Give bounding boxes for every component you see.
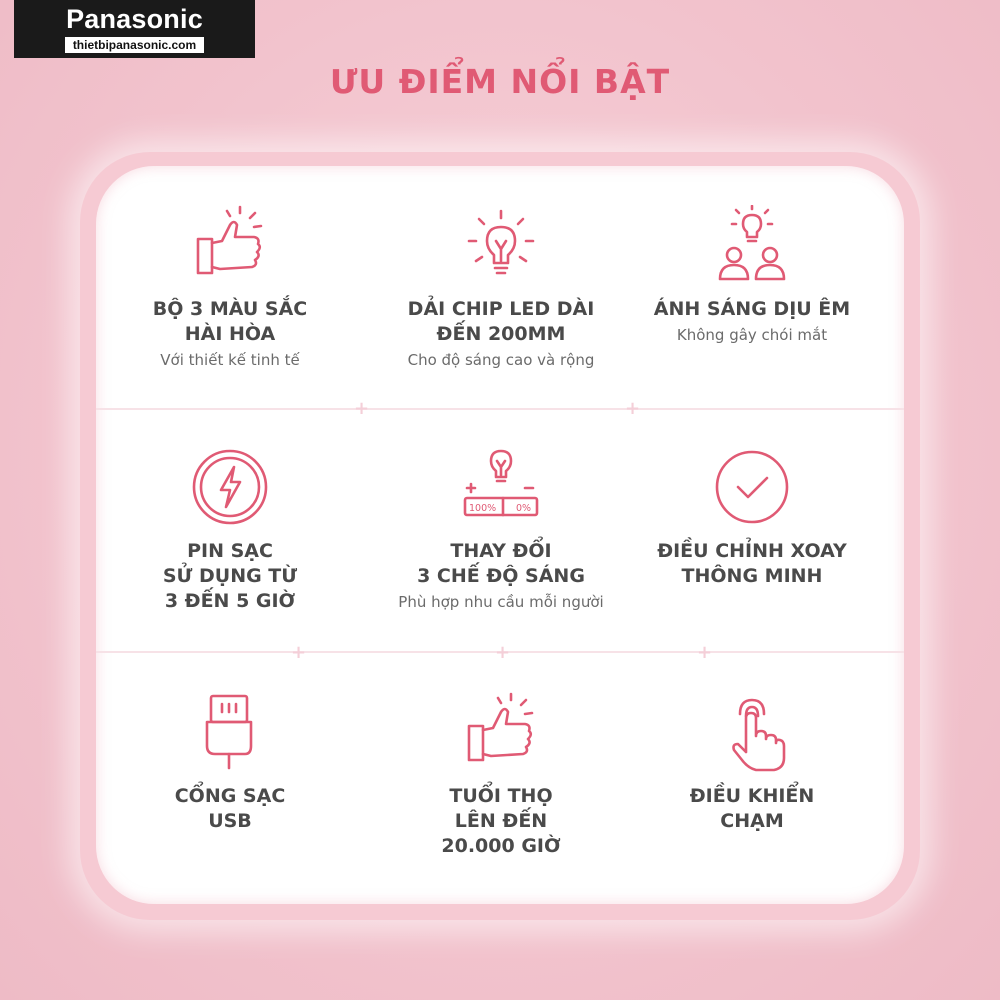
usb-icon	[190, 692, 270, 772]
battery-empty-label: 0%	[516, 503, 532, 514]
feature-title: THAY ĐỔI 3 CHẾ ĐỘ SÁNG	[417, 540, 585, 587]
feature-title: ĐIỀU KHIỂN CHẠM	[689, 785, 815, 832]
brightness-modes-icon	[461, 447, 541, 527]
plus-decoration: +	[697, 642, 713, 663]
page-title: ƯU ĐIỂM NỔI BẬT	[329, 62, 671, 101]
feature-item	[95, 205, 365, 371]
feature-item	[617, 447, 887, 589]
feature-subtitle: Với thiết kế tinh tế	[160, 351, 300, 369]
feature-item	[95, 447, 365, 614]
feature-subtitle: Không gây chói mắt	[676, 326, 828, 344]
thumbs-up-icon	[461, 692, 541, 772]
light-bulb-icon	[461, 205, 541, 285]
row-divider	[96, 408, 904, 410]
feature-item	[617, 205, 887, 346]
lightning-icon	[190, 447, 270, 527]
check-circle-icon	[712, 447, 792, 527]
plus-decoration: +	[625, 398, 641, 419]
feature-title: BỘ 3 MÀU SẮC HÀI HÒA	[152, 298, 308, 345]
feature-subtitle: Phù hợp nhu cầu mỗi người	[398, 593, 604, 611]
feature-title: TUỔI THỌ LÊN ĐẾN 20.000 GIỜ	[441, 785, 561, 857]
feature-title: CỔNG SẠC USB	[174, 785, 286, 832]
feature-item	[366, 692, 636, 859]
feature-subtitle: Cho độ sáng cao và rộng	[407, 351, 595, 369]
thumbs-up-icon	[190, 205, 270, 285]
people-bulb-icon	[712, 205, 792, 285]
feature-item	[366, 447, 636, 613]
battery-full-label: 100%	[469, 503, 497, 514]
touch-icon	[712, 692, 792, 772]
plus-decoration: +	[354, 398, 370, 419]
feature-title: ÁNH SÁNG DỊU ÊM	[653, 298, 851, 320]
plus-decoration: +	[495, 642, 511, 663]
logo-brand: Panasonic	[66, 4, 203, 34]
feature-item	[366, 205, 636, 371]
feature-title: ĐIỀU CHỈNH XOAY THÔNG MINH	[657, 540, 847, 587]
plus-decoration: +	[291, 642, 307, 663]
panasonic-logo	[14, 0, 255, 58]
feature-title: PIN SẠC SỬ DỤNG TỪ 3 ĐẾN 5 GIỜ	[162, 540, 298, 612]
feature-item	[95, 692, 365, 834]
feature-title: DẢI CHIP LED DÀI ĐẾN 200MM	[407, 298, 595, 345]
logo-url: thietbipanasonic.com	[65, 37, 204, 53]
feature-item	[617, 692, 887, 834]
